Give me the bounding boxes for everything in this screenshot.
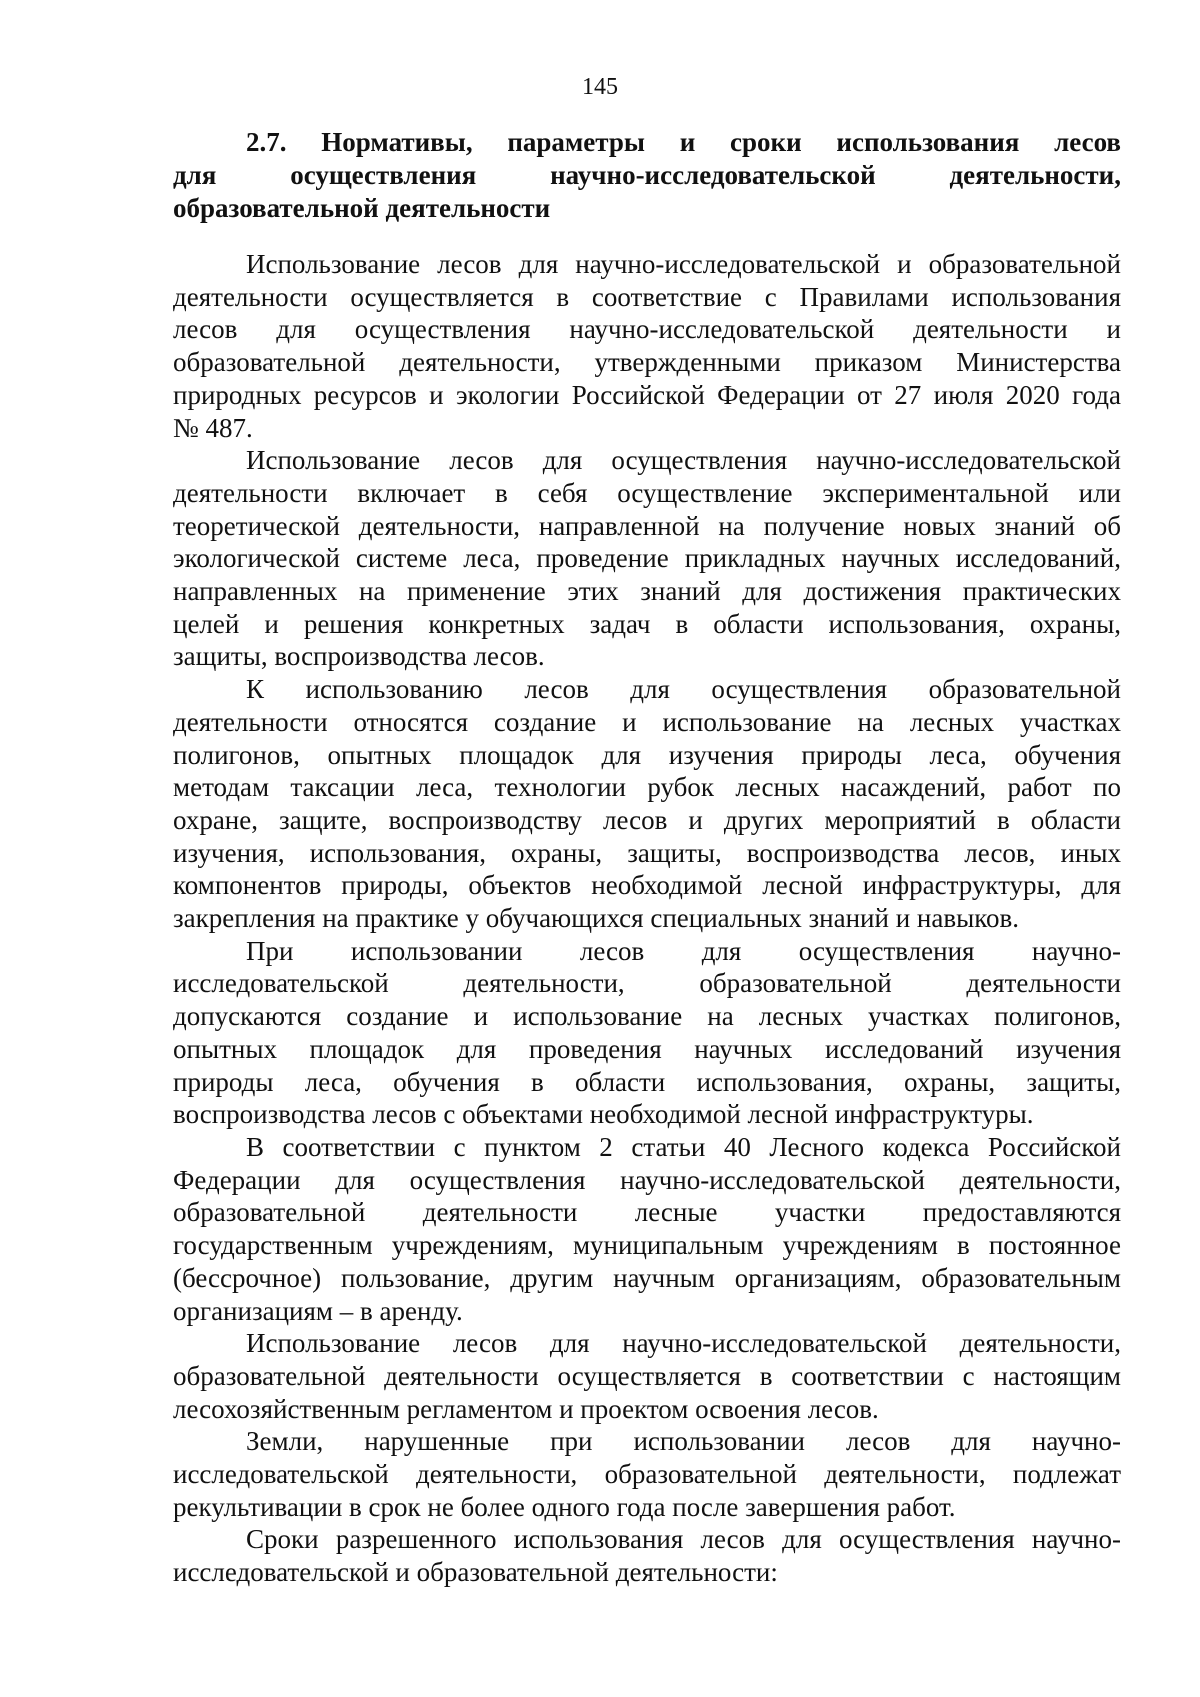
paragraph-line: К использованию лесов для осуществления образовательной <box>246 674 1121 705</box>
paragraph-line: образовательной деятельности, утвержденными приказом Министерства <box>173 347 1121 378</box>
paragraph-line: воспроизводства лесов с объектами необходимой лесной инфраструктуры. <box>173 1099 1034 1130</box>
paragraph-line: полигонов, опытных площадок для изучения природы леса, обучения <box>173 739 1121 770</box>
page-number: 145 <box>582 74 618 100</box>
paragraph-line: опытных площадок для проведения научных исследований изучения <box>173 1033 1121 1064</box>
paragraph-line: № 487. <box>173 412 253 443</box>
paragraph <box>173 1425 1121 1523</box>
paragraph-line: Сроки разрешенного использования лесов для осуществления научно- <box>246 1524 1121 1555</box>
paragraph-line: организациям – в аренду. <box>173 1295 463 1326</box>
paragraph-line: лесов для осуществления научно-исследовательской деятельности и <box>173 314 1121 345</box>
paragraph <box>173 444 1121 673</box>
paragraph-line: методам таксации леса, технологии рубок лесных насаждений, работ по <box>173 772 1121 803</box>
body-text <box>173 248 1121 1589</box>
paragraph-line: исследовательской деятельности, образовательной деятельности <box>173 968 1121 999</box>
paragraph-line: закрепления на практике у обучающихся специальных знаний и навыков. <box>173 903 1019 934</box>
paragraph-line: изучения, использования, охраны, защиты, воспроизводства лесов, иных <box>173 837 1121 868</box>
paragraph <box>173 248 1121 444</box>
paragraph-line: Использование лесов для научно-исследовательской и образовательной <box>246 249 1121 279</box>
paragraph-line: экологической системе леса, проведение прикладных научных исследований, <box>173 543 1121 574</box>
paragraph <box>173 673 1121 935</box>
paragraph-line: лесохозяйственным регламентом и проектом освоения лесов. <box>173 1393 879 1424</box>
heading-line: 2.7. Нормативы, параметры и сроки использования лесов <box>246 127 1121 157</box>
paragraph <box>173 1523 1121 1588</box>
paragraph-line: теоретической деятельности, направленной на получение новых знаний об <box>173 510 1121 541</box>
paragraph-line: При использовании лесов для осуществления научно- <box>246 935 1121 966</box>
paragraph-line: Земли, нарушенные при использовании лесов для научно- <box>246 1426 1121 1457</box>
paragraph <box>173 1131 1121 1327</box>
paragraph-line: деятельности относятся создание и использование на лесных участках <box>173 706 1121 737</box>
paragraph <box>173 1327 1121 1425</box>
heading-line: для осуществления научно-исследовательской деятельности, <box>173 160 1121 190</box>
paragraph-line: целей и решения конкретных задач в области использования, охраны, <box>173 608 1121 639</box>
paragraph-line: Федерации для осуществления научно-исследовательской деятельности, <box>173 1164 1121 1195</box>
paragraph-line: охране, защите, воспроизводству лесов и других мероприятий в области <box>173 804 1121 835</box>
paragraph-line: деятельности включает в себя осуществление экспериментальной или <box>173 477 1121 508</box>
section-heading <box>173 126 1121 225</box>
paragraph-line: компонентов природы, объектов необходимой лесной инфраструктуры, для <box>173 870 1121 901</box>
paragraph-line: образовательной деятельности осуществляется в соответствии с настоящим <box>173 1360 1121 1391</box>
paragraph-line: государственным учреждениям, муниципальным учреждениям в постоянное <box>173 1230 1121 1261</box>
paragraph-line: В соответствии с пунктом 2 статьи 40 Лесного кодекса Российской <box>246 1131 1121 1162</box>
paragraph-line: (бессрочное) пользование, другим научным организациям, образовательным <box>173 1262 1121 1293</box>
paragraph-line: Использование лесов для осуществления научно-исследовательской <box>246 445 1121 476</box>
paragraph-line: природы леса, обучения в области использования, охраны, защиты, <box>173 1066 1121 1097</box>
paragraph <box>173 935 1121 1131</box>
paragraph-line: рекультивации в срок не более одного года после завершения работ. <box>173 1491 956 1522</box>
paragraph-line: направленных на применение этих знаний для достижения практических <box>173 576 1121 607</box>
paragraph-line: исследовательской деятельности, образовательной деятельности, подлежат <box>173 1459 1121 1490</box>
heading-line: образовательной деятельности <box>173 193 551 223</box>
paragraph-line: образовательной деятельности лесные участки предоставляются <box>173 1197 1121 1228</box>
paragraph-line: деятельности осуществляется в соответствие с Правилами использования <box>173 281 1121 312</box>
paragraph-line: допускаются создание и использование на лесных участках полигонов, <box>173 1001 1121 1032</box>
paragraph-line: Использование лесов для научно-исследовательской деятельности, <box>246 1328 1121 1359</box>
paragraph-line: защиты, воспроизводства лесов. <box>173 641 545 672</box>
paragraph-line: исследовательской и образовательной деятельности: <box>173 1557 778 1588</box>
paragraph-line: природных ресурсов и экологии Российской Федерации от 27 июля 2020 года <box>173 379 1121 410</box>
